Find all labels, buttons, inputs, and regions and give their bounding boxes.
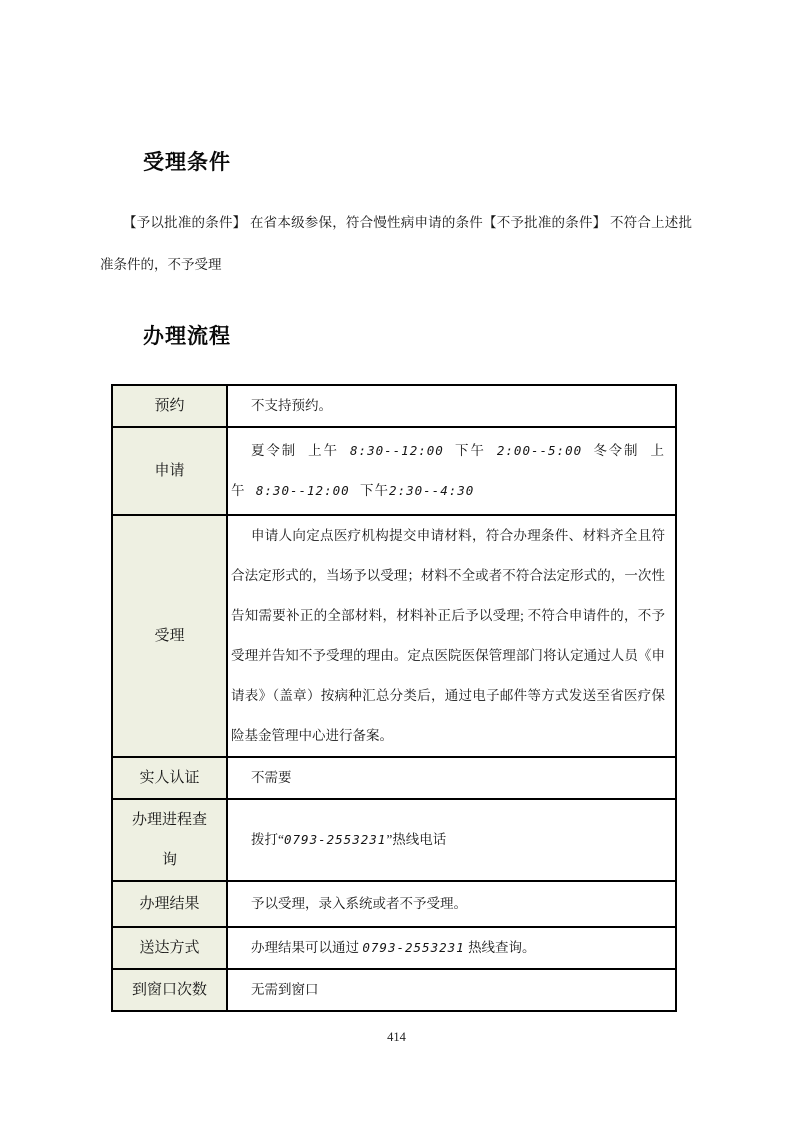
table-row-window-visits bbox=[112, 969, 676, 1011]
row-label: 申请 bbox=[112, 427, 227, 515]
row-content: 不需要 bbox=[227, 757, 676, 799]
row-content: 拨打“0793-2553231”热线电话 bbox=[227, 799, 676, 881]
row-label: 预约 bbox=[112, 385, 227, 427]
row-label: 实人认证 bbox=[112, 757, 227, 799]
row-label: 办理进程查询 bbox=[112, 799, 227, 881]
row-content: 夏令制 上午 8:30--12:00 下午 2:00--5:00 冬令制 上午 8:30--12:00 下午2:30--4:30 bbox=[227, 427, 676, 515]
heading-acceptance-conditions: 受理条件 bbox=[143, 151, 231, 174]
table-row-application bbox=[112, 427, 676, 515]
row-content: 不支持预约。 bbox=[227, 385, 676, 427]
script-number: 8:30--12:00 bbox=[350, 443, 444, 458]
row-label: 受理 bbox=[112, 515, 227, 757]
process-table bbox=[111, 384, 677, 1012]
heading-process-flow: 办理流程 bbox=[143, 325, 231, 348]
row-label: 到窗口次数 bbox=[112, 969, 227, 1011]
table-row-delivery-method bbox=[112, 927, 676, 969]
row-content: 无需到窗口 bbox=[227, 969, 676, 1011]
row-content: 办理结果可以通过 0793-2553231 热线查询。 bbox=[227, 927, 676, 969]
row-label: 办理结果 bbox=[112, 881, 227, 927]
row-content: 予以受理，录入系统或者不予受理。 bbox=[227, 881, 676, 927]
script-number: 2:00--5:00 bbox=[496, 443, 583, 458]
script-number: 0793-2553231 bbox=[284, 832, 387, 847]
paragraph-approval-conditions: 【予以批准的条件】 在省本级参保，符合慢性病申请的条件【不予批准的条件】 不符合上述批准条件的，不予受理 bbox=[100, 214, 692, 272]
row-content: 申请人向定点医疗机构提交申请材料，符合办理条件、材料齐全且符合法定形式的，当场予以受理；材料不全或者不符合法定形式的，一次性告知需要补正的全部材料，材料补正后予以受理; 不符合申请件的，不予受理并告知不予受理的理由。定点医院医保管理部门将认定通过人员《申请表》（盖章）按病种汇总分类后，通过电子邮件等方式发送至省医疗保险基金管理中心进行备案。 bbox=[227, 515, 676, 757]
table-row-identity-verification bbox=[112, 757, 676, 799]
table-row-acceptance bbox=[112, 515, 676, 757]
table-row-appointment bbox=[112, 385, 676, 427]
script-number: 2:30--4:30 bbox=[389, 483, 475, 498]
script-number: 0793-2553231 bbox=[362, 940, 465, 955]
table-row-result bbox=[112, 881, 676, 927]
script-number: 8:30--12:00 bbox=[255, 483, 350, 498]
row-label: 送达方式 bbox=[112, 927, 227, 969]
table-row-progress-inquiry bbox=[112, 799, 676, 881]
page-number: 414 bbox=[387, 1030, 406, 1044]
